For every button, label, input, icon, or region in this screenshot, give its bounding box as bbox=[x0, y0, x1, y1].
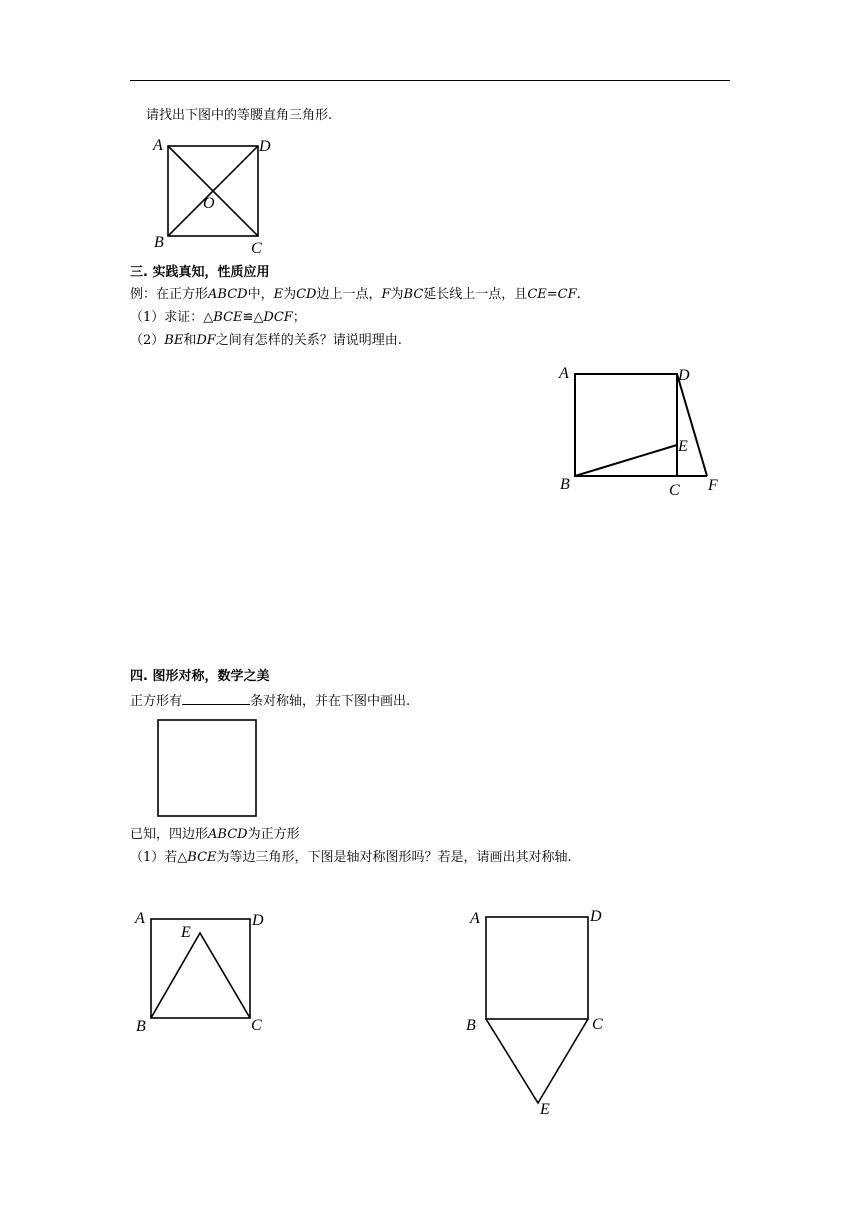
label-F: F bbox=[708, 477, 718, 494]
label-B: B bbox=[154, 234, 164, 251]
label-O: O bbox=[203, 195, 215, 212]
section4-heading: 四. 图形对称，数学之美 bbox=[130, 669, 270, 684]
label-E: E bbox=[678, 438, 688, 455]
given-text: 已知，四边形ABCD为正方形 bbox=[130, 827, 300, 842]
label-D: D bbox=[259, 138, 271, 155]
question-2: （2）BE和DF之间有怎样的关系？请说明理由. bbox=[130, 333, 402, 348]
label-C: C bbox=[592, 1016, 603, 1033]
label-A: A bbox=[470, 910, 480, 927]
label-A: A bbox=[135, 910, 145, 927]
label-C: C bbox=[251, 1017, 262, 1034]
label-D: D bbox=[590, 908, 602, 925]
label-B: B bbox=[466, 1017, 476, 1034]
question-symmetry: （1）若△BCE为等边三角形，下图是轴对称图形吗？若是，请画出其对称轴. bbox=[130, 850, 572, 865]
question-1: （1）求证：△BCE≌△DCF； bbox=[130, 310, 306, 325]
label-B: B bbox=[136, 1018, 146, 1035]
intro-text: 请找出下图中的等腰直角三角形. bbox=[146, 108, 333, 123]
label-D: D bbox=[252, 912, 264, 929]
label-E: E bbox=[540, 1101, 550, 1118]
label-C: C bbox=[251, 240, 262, 257]
label-E: E bbox=[181, 924, 191, 941]
example-text: 例：在正方形ABCD中，E为CD边上一点，F为BC延长线上一点，且CE=CF. bbox=[130, 287, 581, 302]
label-B: B bbox=[560, 476, 570, 493]
label-D: D bbox=[678, 367, 690, 384]
label-A: A bbox=[559, 365, 569, 382]
section3-heading: 三. 实践真知，性质应用 bbox=[130, 265, 270, 280]
label-A: A bbox=[153, 137, 163, 154]
symmetry-line: 正方形有 条对称轴，并在下图中画出. bbox=[130, 694, 411, 709]
label-C: C bbox=[669, 482, 680, 499]
